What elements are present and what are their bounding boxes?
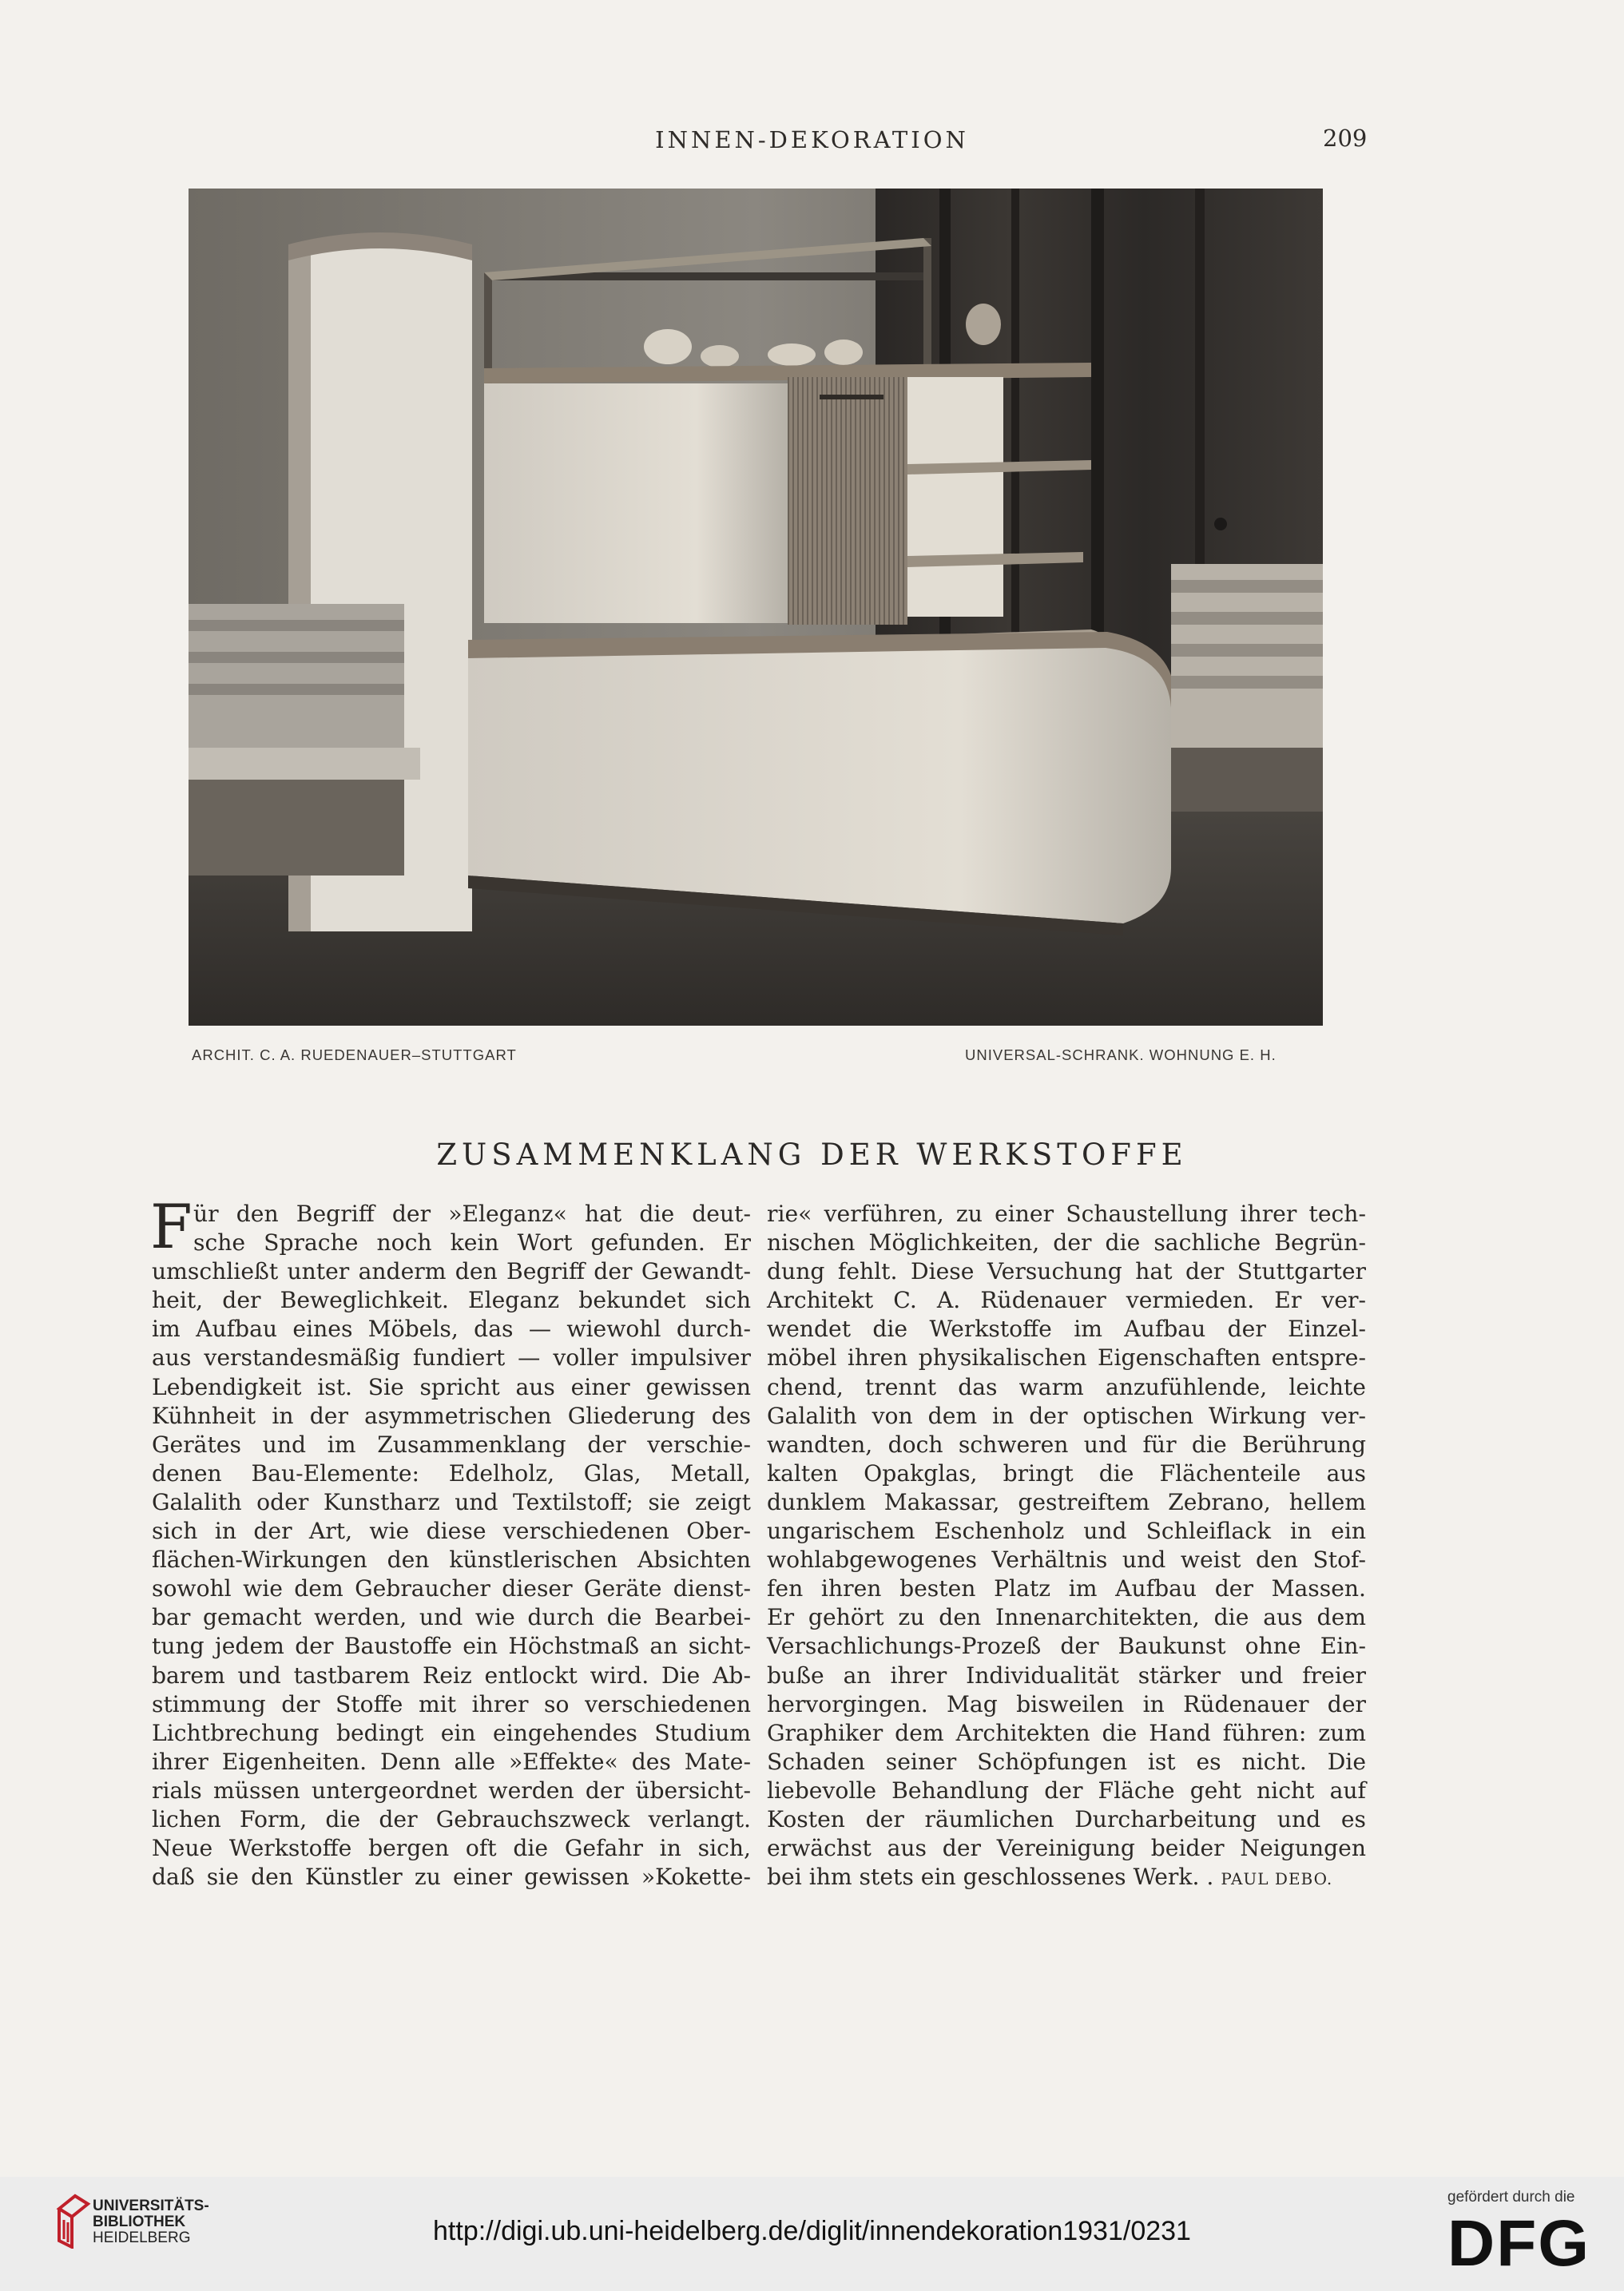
text-line: Versachlichungs-Prozeß der Baukunst ohne Ein-: [767, 1633, 1366, 1660]
text-line: Er gehört zu den Innenarchitekten, die aus dem: [767, 1604, 1366, 1631]
text-line: wendet die Werkstoffe im Aufbau der Einzel-: [767, 1316, 1366, 1343]
text-line: liebevolle Behandlung der Fläche geht nicht auf: [767, 1777, 1366, 1804]
furniture-photo-image: [189, 189, 1323, 1026]
text-line: dung fehlt. Diese Versuchung hat der Stuttgarter: [767, 1258, 1366, 1285]
text-line: erwächst aus der Vereinigung beider Neigungen: [767, 1835, 1366, 1862]
text-line: ungarischem Eschenholz und Schleiflack in ein: [767, 1518, 1366, 1545]
text-line: Galalith von dem in der optischen Wirkung ver-: [767, 1402, 1366, 1429]
text-line: heit, der Beweglichkeit. Eleganz bekundet sich: [152, 1287, 751, 1314]
text-line: lichen Form, die der Gebrauchszweck verlangt.: [152, 1805, 751, 1832]
text-line: buße an ihrer Individualität stärker und freier: [767, 1662, 1366, 1689]
text-line: sowohl wie dem Gebraucher dieser Geräte dienst-: [152, 1575, 751, 1602]
text-line: bar gemacht werden, und wie durch die Bearbei-: [152, 1604, 751, 1631]
library-name-line-1: UNIVERSITÄTS-: [93, 2198, 209, 2214]
running-title: INNEN-DEKORATION: [655, 126, 969, 153]
article-left-column: [150, 1191, 751, 1892]
text-line: möbel ihren physikalischen Eigenschaften entspre-: [767, 1344, 1366, 1372]
library-name-line-3: HEIDELBERG: [93, 2229, 191, 2246]
text-line: Architekt C. A. Rüdenauer vermieden. Er ver-: [767, 1287, 1366, 1314]
text-line: hervorgingen. Mag bisweilen in Rüdenauer der: [767, 1690, 1366, 1717]
permalink-url[interactable]: http://digi.ub.uni-heidelberg.de/diglit/innendekoration1931/0231: [433, 2216, 1191, 2246]
text-line: Gerätes und im Zusammenklang der verschie-: [152, 1431, 751, 1458]
text-line: ihrer Eigenheiten. Denn alle »Effekte« des Mate-: [152, 1748, 751, 1775]
text-line: fen ihren besten Platz im Aufbau der Massen.: [767, 1575, 1366, 1602]
closing-text: bei ihm stets ein geschlossenes Werk. .: [767, 1864, 1214, 1891]
photo-title-caption: UNIVERSAL-SCHRANK. WOHNUNG E. H.: [965, 1046, 1277, 1063]
text-line: Lebendigkeit ist. Sie spricht aus einer gewissen: [152, 1373, 751, 1400]
text-line: sche Sprache noch kein Wort gefunden. Er: [193, 1229, 751, 1257]
text-line: Graphiker dem Architekten die Hand führen: zum: [767, 1719, 1366, 1746]
text-line: wohlabgewogenes Verhältnis und weist den Stof-: [767, 1547, 1366, 1574]
library-name-line-2: BIBLIOTHEK: [93, 2214, 186, 2230]
text-line: nischen Möglichkeiten, der die sachliche Begrün-: [767, 1229, 1366, 1257]
text-line: im Aufbau eines Möbels, das — wiewohl durch-: [152, 1316, 751, 1343]
text-line: dunklem Makassar, gestreiftem Zebrano, hellem: [767, 1488, 1366, 1515]
text-line: barem und tastbarem Reiz entlockt wird. Die Ab-: [152, 1662, 751, 1689]
text-line: wandten, doch schweren und für die Berührung: [767, 1431, 1366, 1458]
text-line: sich in der Art, wie diese verschiedenen Ober-: [152, 1518, 751, 1545]
photo-credit-caption: ARCHIT. C. A. RUEDENAUER–STUTTGART: [192, 1046, 517, 1063]
furniture-photograph: [189, 189, 1323, 1026]
text-line: umschließt unter anderm den Begriff der Gewandt-: [152, 1258, 751, 1285]
drop-cap: F: [150, 1191, 193, 1262]
text-line: kalten Opakglas, bringt die Flächenteile aus: [767, 1459, 1366, 1487]
dfg-logo[interactable]: DFG: [1447, 2207, 1591, 2280]
text-line: Kosten der räumlichen Durcharbeitung und es: [767, 1805, 1366, 1832]
text-line: flächen-Wirkungen den künstlerischen Absichten: [152, 1547, 751, 1574]
text-line: Neue Werkstoffe bergen oft die Gefahr in sich,: [152, 1835, 751, 1862]
text-line: daß sie den Künstler zu einer gewissen »Kokette-: [152, 1864, 751, 1891]
text-line: aus verstandesmäßig fundiert — voller impulsiver: [152, 1344, 751, 1372]
article-title: ZUSAMMENKLANG DER WERKSTOFFE: [436, 1138, 1188, 1172]
text-line: tung jedem der Baustoffe ein Höchstmaß an sicht-: [152, 1633, 751, 1660]
text-line: ür den Begriff der »Eleganz« hat die deut-: [193, 1201, 751, 1227]
text-line: chend, trennt das warm anzufühlende, leichte: [767, 1373, 1366, 1400]
page-number: 209: [1323, 125, 1368, 152]
author-signature: PAUL DEBO.: [1221, 1869, 1333, 1889]
text-line: rials müssen untergeordnet werden der übersicht-: [152, 1777, 751, 1804]
text-line: Schaden seiner Schöpfungen ist es nicht. Die: [767, 1748, 1366, 1775]
text-line: rie« verführen, zu einer Schaustellung ihrer tech-: [767, 1201, 1366, 1227]
article-right-column: [767, 1200, 1366, 1892]
text-line: Lichtbrechung bedingt ein eingehendes Studium: [152, 1719, 751, 1746]
text-line: stimmung der Stoffe mit ihrer so verschiedenen: [152, 1690, 751, 1717]
text-line-last: [767, 1863, 1366, 1892]
text-line: denen Bau-Elemente: Edelholz, Glas, Metall,: [152, 1459, 751, 1487]
text-line: Kühnheit in der asymmetrischen Gliederung des: [152, 1402, 751, 1429]
funding-note: gefördert durch die: [1447, 2189, 1575, 2206]
text-line: Galalith oder Kunstharz und Textilstoff; sie zeigt: [152, 1488, 751, 1515]
